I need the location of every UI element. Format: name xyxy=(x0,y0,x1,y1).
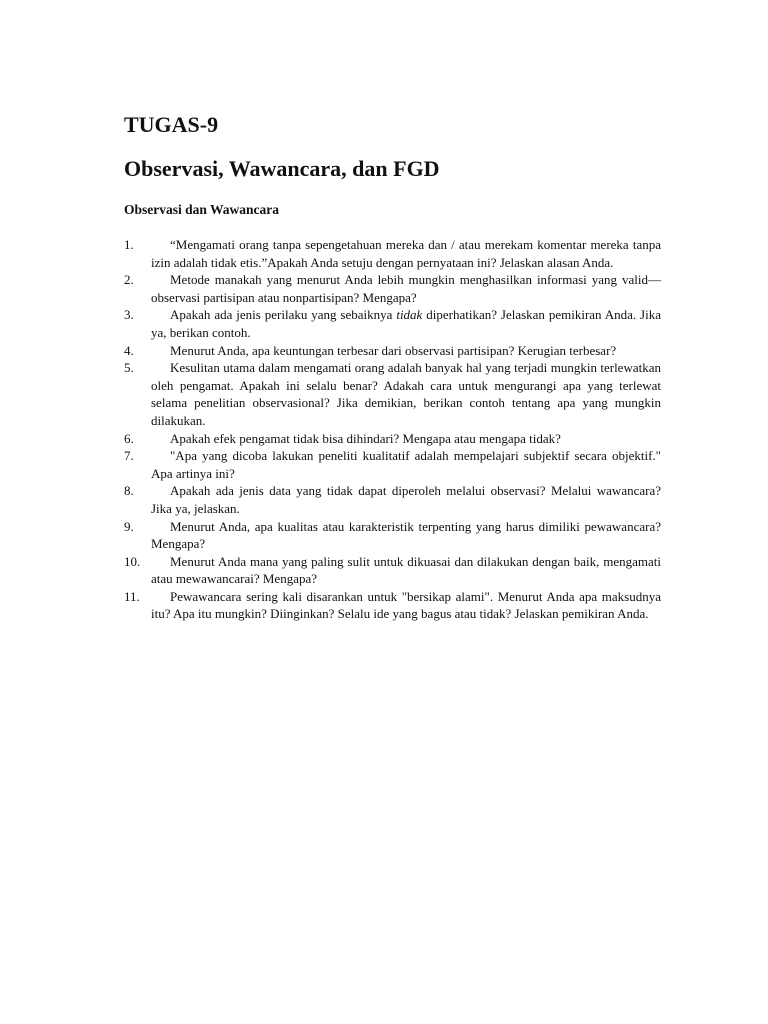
question-item-6 xyxy=(124,430,661,448)
question-text: “Mengamati orang tanpa sepengetahuan mereka dan / atau merekam komentar mereka tanpa izin adalah tidak etis.”Apakah Anda setuju dengan pernyataan ini? Jelaskan alasan Anda. xyxy=(151,237,661,270)
question-text: Pewawancara sering kali disarankan untuk "bersikap alami". Menurut Anda apa maksudnya itu? Apa itu mungkin? Diinginkan? Selalu ide yang bagus atau tidak? Jelaskan pemikiran Anda. xyxy=(151,588,661,622)
question-item-8 xyxy=(124,482,661,517)
question-number: 11. xyxy=(124,588,140,604)
question-text: "Apa yang dicoba lakukan peneliti kualitatif adalah mempelajari subjektif secara objektif." Apa artinya ini? xyxy=(151,448,661,481)
question-number: 9. xyxy=(124,518,134,534)
question-text-end: diperhatikan? Jelaskan pemikiran Anda. Jika ya, berikan contoh. xyxy=(151,307,661,340)
question-item-4 xyxy=(124,342,661,360)
question-item-5 xyxy=(124,359,661,429)
question-number: 4. xyxy=(124,342,134,358)
document-subtitle: Observasi, Wawancara, dan FGD xyxy=(124,156,440,181)
question-item-10 xyxy=(124,553,661,588)
question-number: 2. xyxy=(124,272,134,288)
question-text xyxy=(151,307,661,340)
section-heading: Observasi dan Wawancara xyxy=(124,202,280,217)
document-title: TUGAS-9 xyxy=(124,112,219,137)
question-text: Apakah ada jenis data yang tidak dapat diperoleh melalui observasi? Melalui wawancara? Jika ya, jelaskan. xyxy=(151,483,661,516)
question-item-11 xyxy=(124,588,661,623)
question-number: 10. xyxy=(124,553,141,569)
question-item-7 xyxy=(124,447,661,482)
question-item-3 xyxy=(124,306,661,341)
question-text: Kesulitan utama dalam mengamati orang adalah banyak hal yang terjadi mungkin terlewatkan oleh pengamat. Apakah ini selalu benar? Adakah cara untuk mengurangi apa yang terlewat selama penelitian observasional? Jika demikian, berikan contoh tentang apa yang mungkin dilakukan. xyxy=(151,360,661,428)
question-number: 8. xyxy=(124,483,134,499)
question-number: 1. xyxy=(124,237,134,252)
question-text: Metode manakah yang menurut Anda lebih mungkin menghasilkan informasi yang valid—observasi partisipan atau nonpartisipan? Mengapa? xyxy=(151,272,661,305)
question-number: 3. xyxy=(124,307,134,323)
question-text: Apakah efek pengamat tidak bisa dihindari? Mengapa atau mengapa tidak? xyxy=(170,430,561,446)
question-number: 7. xyxy=(124,448,134,464)
question-text-start: Apakah ada jenis perilaku yang sebaiknya xyxy=(170,307,397,323)
question-number: 5. xyxy=(124,360,134,376)
question-item-2 xyxy=(124,271,661,306)
question-text: Menurut Anda, apa kualitas atau karakteristik terpenting yang harus dimiliki pewawancara? Mengapa? xyxy=(151,518,661,552)
question-number: 6. xyxy=(124,430,134,446)
question-text: Menurut Anda, apa keuntungan terbesar dari observasi partisipan? Kerugian terbesar? xyxy=(170,342,617,358)
question-item-1 xyxy=(124,236,661,271)
question-text: Menurut Anda mana yang paling sulit untuk dikuasai dan dilakukan dengan baik, mengamati atau mewawancarai? Mengapa? xyxy=(151,553,661,587)
question-item-9 xyxy=(124,518,661,553)
question-list xyxy=(124,236,661,623)
question-text-emphasis: tidak xyxy=(396,307,423,323)
